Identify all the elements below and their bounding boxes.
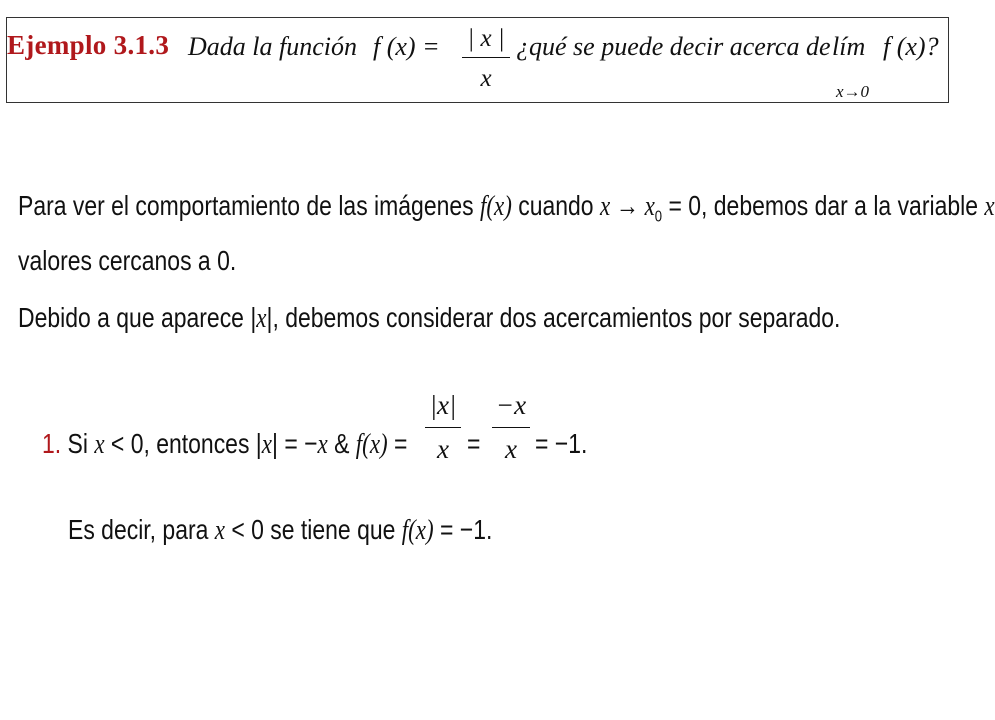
paragraph-line-2: valores cercanos a 0. (18, 245, 237, 276)
conclusion-text-b: < 0 se tiene que (231, 514, 396, 545)
line1-subscript: 0 (654, 208, 663, 226)
case1-f1-numerator: |x| (429, 390, 457, 420)
case-1-line (42, 428, 407, 461)
case1-fraction-2 (492, 392, 530, 463)
paragraph-line-1 (18, 190, 995, 227)
function-fraction (462, 26, 510, 91)
case-number: 1. (42, 428, 62, 459)
case1-f2-numerator: −x (495, 390, 527, 420)
fraction-numerator: | x | (467, 25, 505, 52)
case1-eq2: = (467, 428, 481, 459)
case1-f1-denominator: x (437, 434, 449, 464)
case1-x3: x (317, 429, 328, 460)
case1-eq1: = (394, 428, 408, 459)
conclusion-text-c: = −1. (440, 514, 493, 545)
question-text: ¿qué se puede decir acerca de (516, 32, 831, 61)
line1-text-a: Para ver el comportamiento de las imágenes (18, 190, 474, 221)
line3-text-a: Debido a que aparece | (18, 302, 257, 333)
case1-ampersand: & (334, 428, 350, 459)
question-intro: Dada la función (188, 32, 357, 61)
limit-subscript: x→0 (836, 82, 870, 101)
limit-function: f (x)? (883, 32, 939, 61)
case1-f1-bar (425, 427, 461, 428)
function-lhs: f (x) = (373, 32, 440, 61)
conclusion-text-a: Es decir, para (68, 514, 209, 545)
case1-text-c: | = − (271, 428, 318, 459)
line1-variable: x (984, 191, 995, 222)
fraction-denominator: x (480, 65, 492, 92)
case1-f2-denominator: x (505, 434, 517, 464)
line3-text-b: |, debemos considerar dos acercamientos por separado. (266, 302, 841, 333)
fraction-bar (462, 57, 510, 58)
line1-x-arrow: x → x (599, 191, 655, 222)
case1-x1: x (94, 429, 105, 460)
case1-f2-bar (492, 427, 530, 428)
case1-result: = −1. (535, 428, 588, 459)
case1-fx: f(x) (355, 429, 388, 460)
line1-text-b: cuando (518, 190, 594, 221)
conclusion-x: x (214, 515, 225, 546)
case-1-conclusion (68, 514, 492, 547)
line3-x: x (256, 303, 267, 334)
limit-operator: lím (832, 32, 866, 61)
case1-text-a: Si (67, 428, 88, 459)
line1-fx: f(x) (479, 191, 512, 222)
example-label: Ejemplo 3.1.3 (7, 30, 170, 60)
case1-fraction-1 (425, 392, 461, 463)
case1-text-b: < 0, entonces | (110, 428, 262, 459)
line1-text-c: = 0, debemos dar a la variable (668, 190, 978, 221)
conclusion-fx: f(x) (401, 515, 434, 546)
case1-x2: x (261, 429, 272, 460)
paragraph-line-3 (18, 302, 840, 335)
